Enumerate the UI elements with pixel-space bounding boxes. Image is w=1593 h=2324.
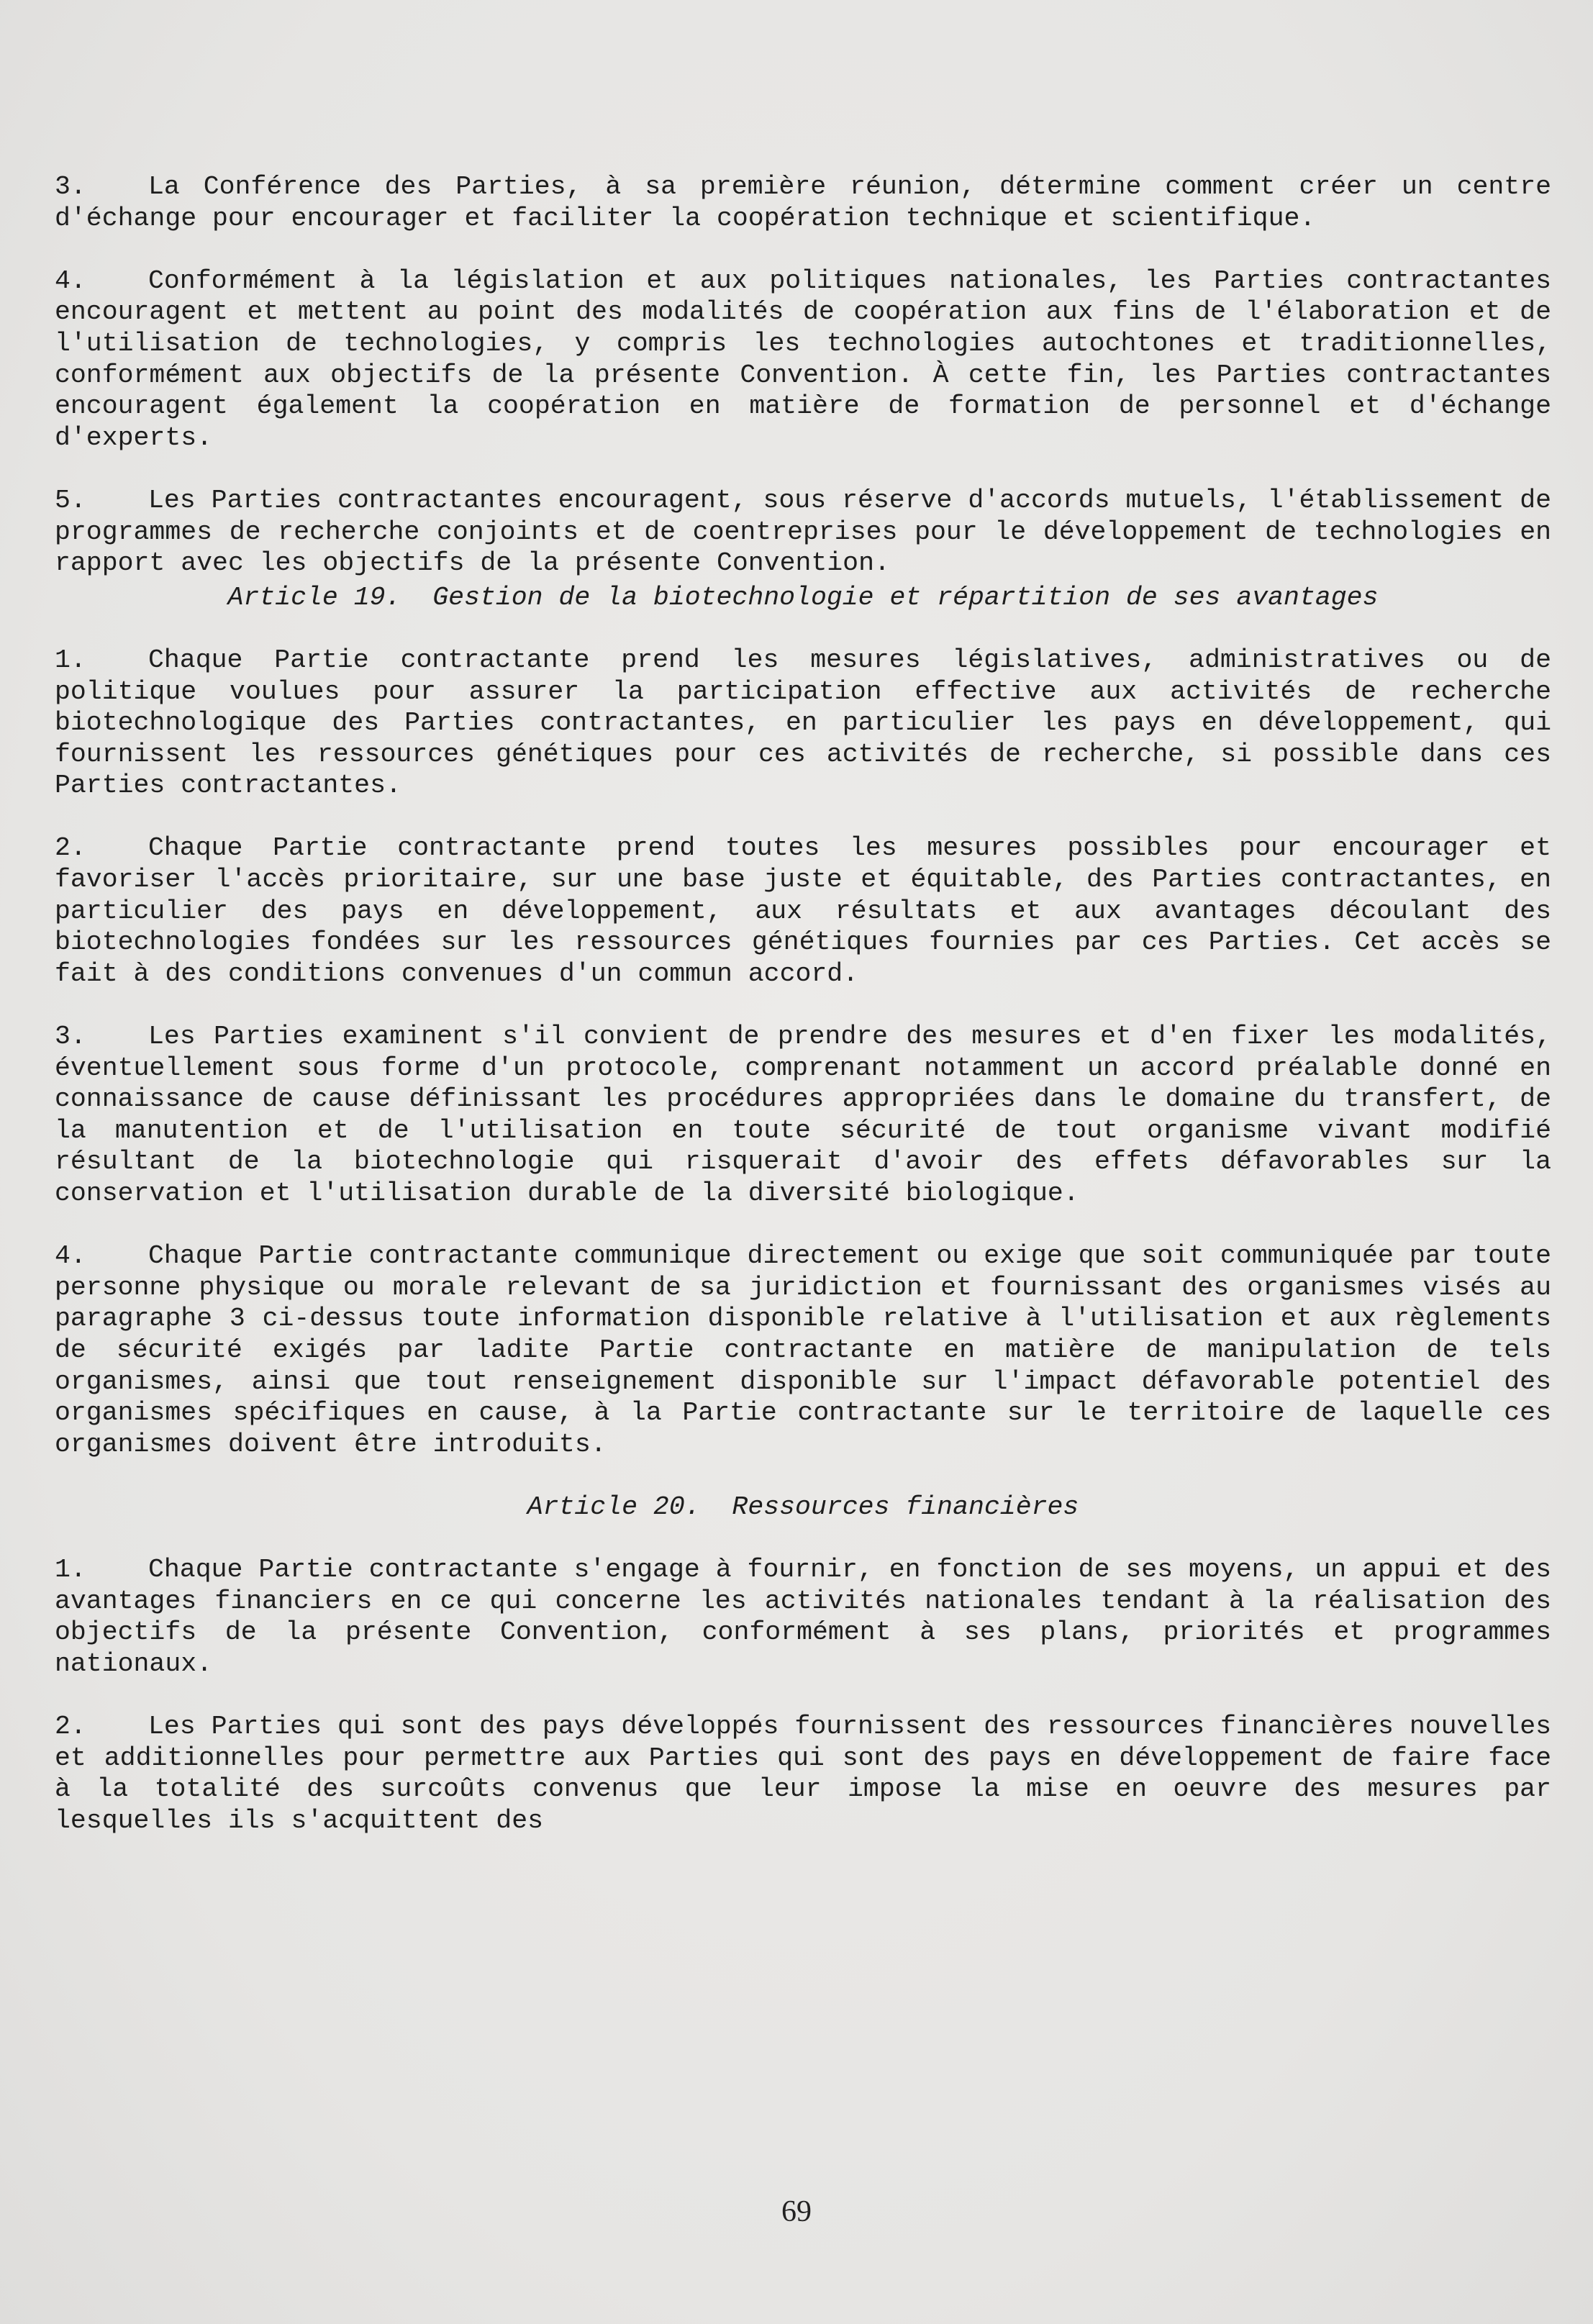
paragraph-number: 2. <box>55 833 86 863</box>
paragraph-text: La Conférence des Parties, à sa première réunion, détermine comment créer un centre d'échange pour encourager et faciliter la coopération technique et scientifique. <box>55 172 1551 233</box>
paragraph-number: 4. <box>55 1241 86 1271</box>
paragraph-text: Les Parties examinent s'il convient de prendre des mesures et d'en fixer les modalités, éventuellement sous forme d'un protocole, comprenant notamment un accord préalable donné en connaissance de cause définissant les procédures appropriées dans le domaine du transfert, de la manutention et de l'utilisation en toute sécurité de tout organisme vivant modifié résultant de la biotechnologie qui risquerait d'avoir des effets défavorables sur la conservation et l'utilisation durable de la diversité biologique. <box>55 1022 1551 1208</box>
paragraph-text: Chaque Partie contractante communique directement ou exige que soit communiquée par toute personne physique ou morale relevant de sa juridiction et fournissant des organismes visés au paragraphe 3 ci-dessus toute information disponible relative à l'utilisation et aux règlements de sécurité exigés par ladite Partie contractante en matière de manipulation de tels organismes, ainsi que tout renseignement disponible sur l'impact défavorable potentiel des organismes spécifiques en cause, à la Partie contractante sur le territoire de laquelle ces organismes doivent être introduits. <box>55 1241 1551 1459</box>
article18-paragraph-5 <box>55 485 1551 579</box>
paragraph-text: Les Parties qui sont des pays développés fournissent des ressources financières nouvelles et additionnelles pour permettre aux Parties qui sont des pays en développement de faire face à la totalité des surcoûts convenus que leur impose la mise en oeuvre des mesures par lesquelles ils s'acquittent des <box>55 1712 1551 1835</box>
article19-paragraph-1 <box>55 645 1551 802</box>
article20-paragraph-1 <box>55 1554 1551 1679</box>
article20-paragraph-2 <box>55 1711 1551 1836</box>
paragraph-text: Chaque Partie contractante prend les mesures législatives, administratives ou de politique voulues pour assurer la participation effective aux activités de recherche biotechnologique des Parties contractantes, en particulier les pays en développement, qui fournissent les ressources génétiques pour ces activités de recherche, si possible dans ces Parties contractantes. <box>55 645 1551 801</box>
paragraph-text: Chaque Partie contractante s'engage à fournir, en fonction de ses moyens, un appui et des avantages financiers en ce qui concerne les activités nationales tendant à la réalisation des objectifs de la présente Convention, conformément à ses plans, priorités et programmes nationaux. <box>55 1555 1551 1679</box>
article18-paragraph-3 <box>55 171 1551 234</box>
paragraph-number: 4. <box>55 265 86 296</box>
paragraph-number: 5. <box>55 485 86 515</box>
paragraph-number: 1. <box>55 1555 86 1585</box>
paragraph-text: Conformément à la législation et aux politiques nationales, les Parties contractantes encouragent et mettent au point des modalités de coopération aux fins de l'élaboration et de l'utilisation de technologies, y compris les technologies autochtones et traditionnelles, conformément aux objectifs de la présente Convention. À cette fin, les Parties contractantes encouragent également la coopération en matière de formation de personnel et d'échange d'experts. <box>55 265 1551 453</box>
document-body <box>55 171 1551 1868</box>
paragraph-number: 2. <box>55 1712 86 1742</box>
article18-paragraph-4 <box>55 265 1551 454</box>
paragraph-number: 3. <box>55 1022 86 1052</box>
paragraph-number: 1. <box>55 645 86 675</box>
paragraph-number: 3. <box>55 172 86 201</box>
article19-paragraph-3 <box>55 1021 1551 1209</box>
article19-paragraph-4 <box>55 1240 1551 1460</box>
article20-heading: Article 20. Ressources financières <box>527 1492 1079 1522</box>
paragraph-text: Les Parties contractantes encouragent, sous réserve d'accords mutuels, l'établissement de programmes de recherche conjoints et de coentreprises pour le développement de technologies en rapport avec les objectifs de la présente Convention. <box>55 485 1551 578</box>
article19-heading: Article 19. Gestion de la biotechnologie et répartition de ses avantages <box>227 582 1379 612</box>
page-number: 69 <box>781 2195 812 2228</box>
paragraph-text: Chaque Partie contractante prend toutes les mesures possibles pour encourager et favoriser l'accès prioritaire, sur une base juste et équitable, des Parties contractantes, en particulier des pays en développement, aux résultats et aux avantages découlant des biotechnologies fondées sur les ressources génétiques fournies par ces Parties. Cet accès se fait à des conditions convenues d'un commun accord. <box>55 833 1551 989</box>
article19-paragraph-2 <box>55 832 1551 989</box>
